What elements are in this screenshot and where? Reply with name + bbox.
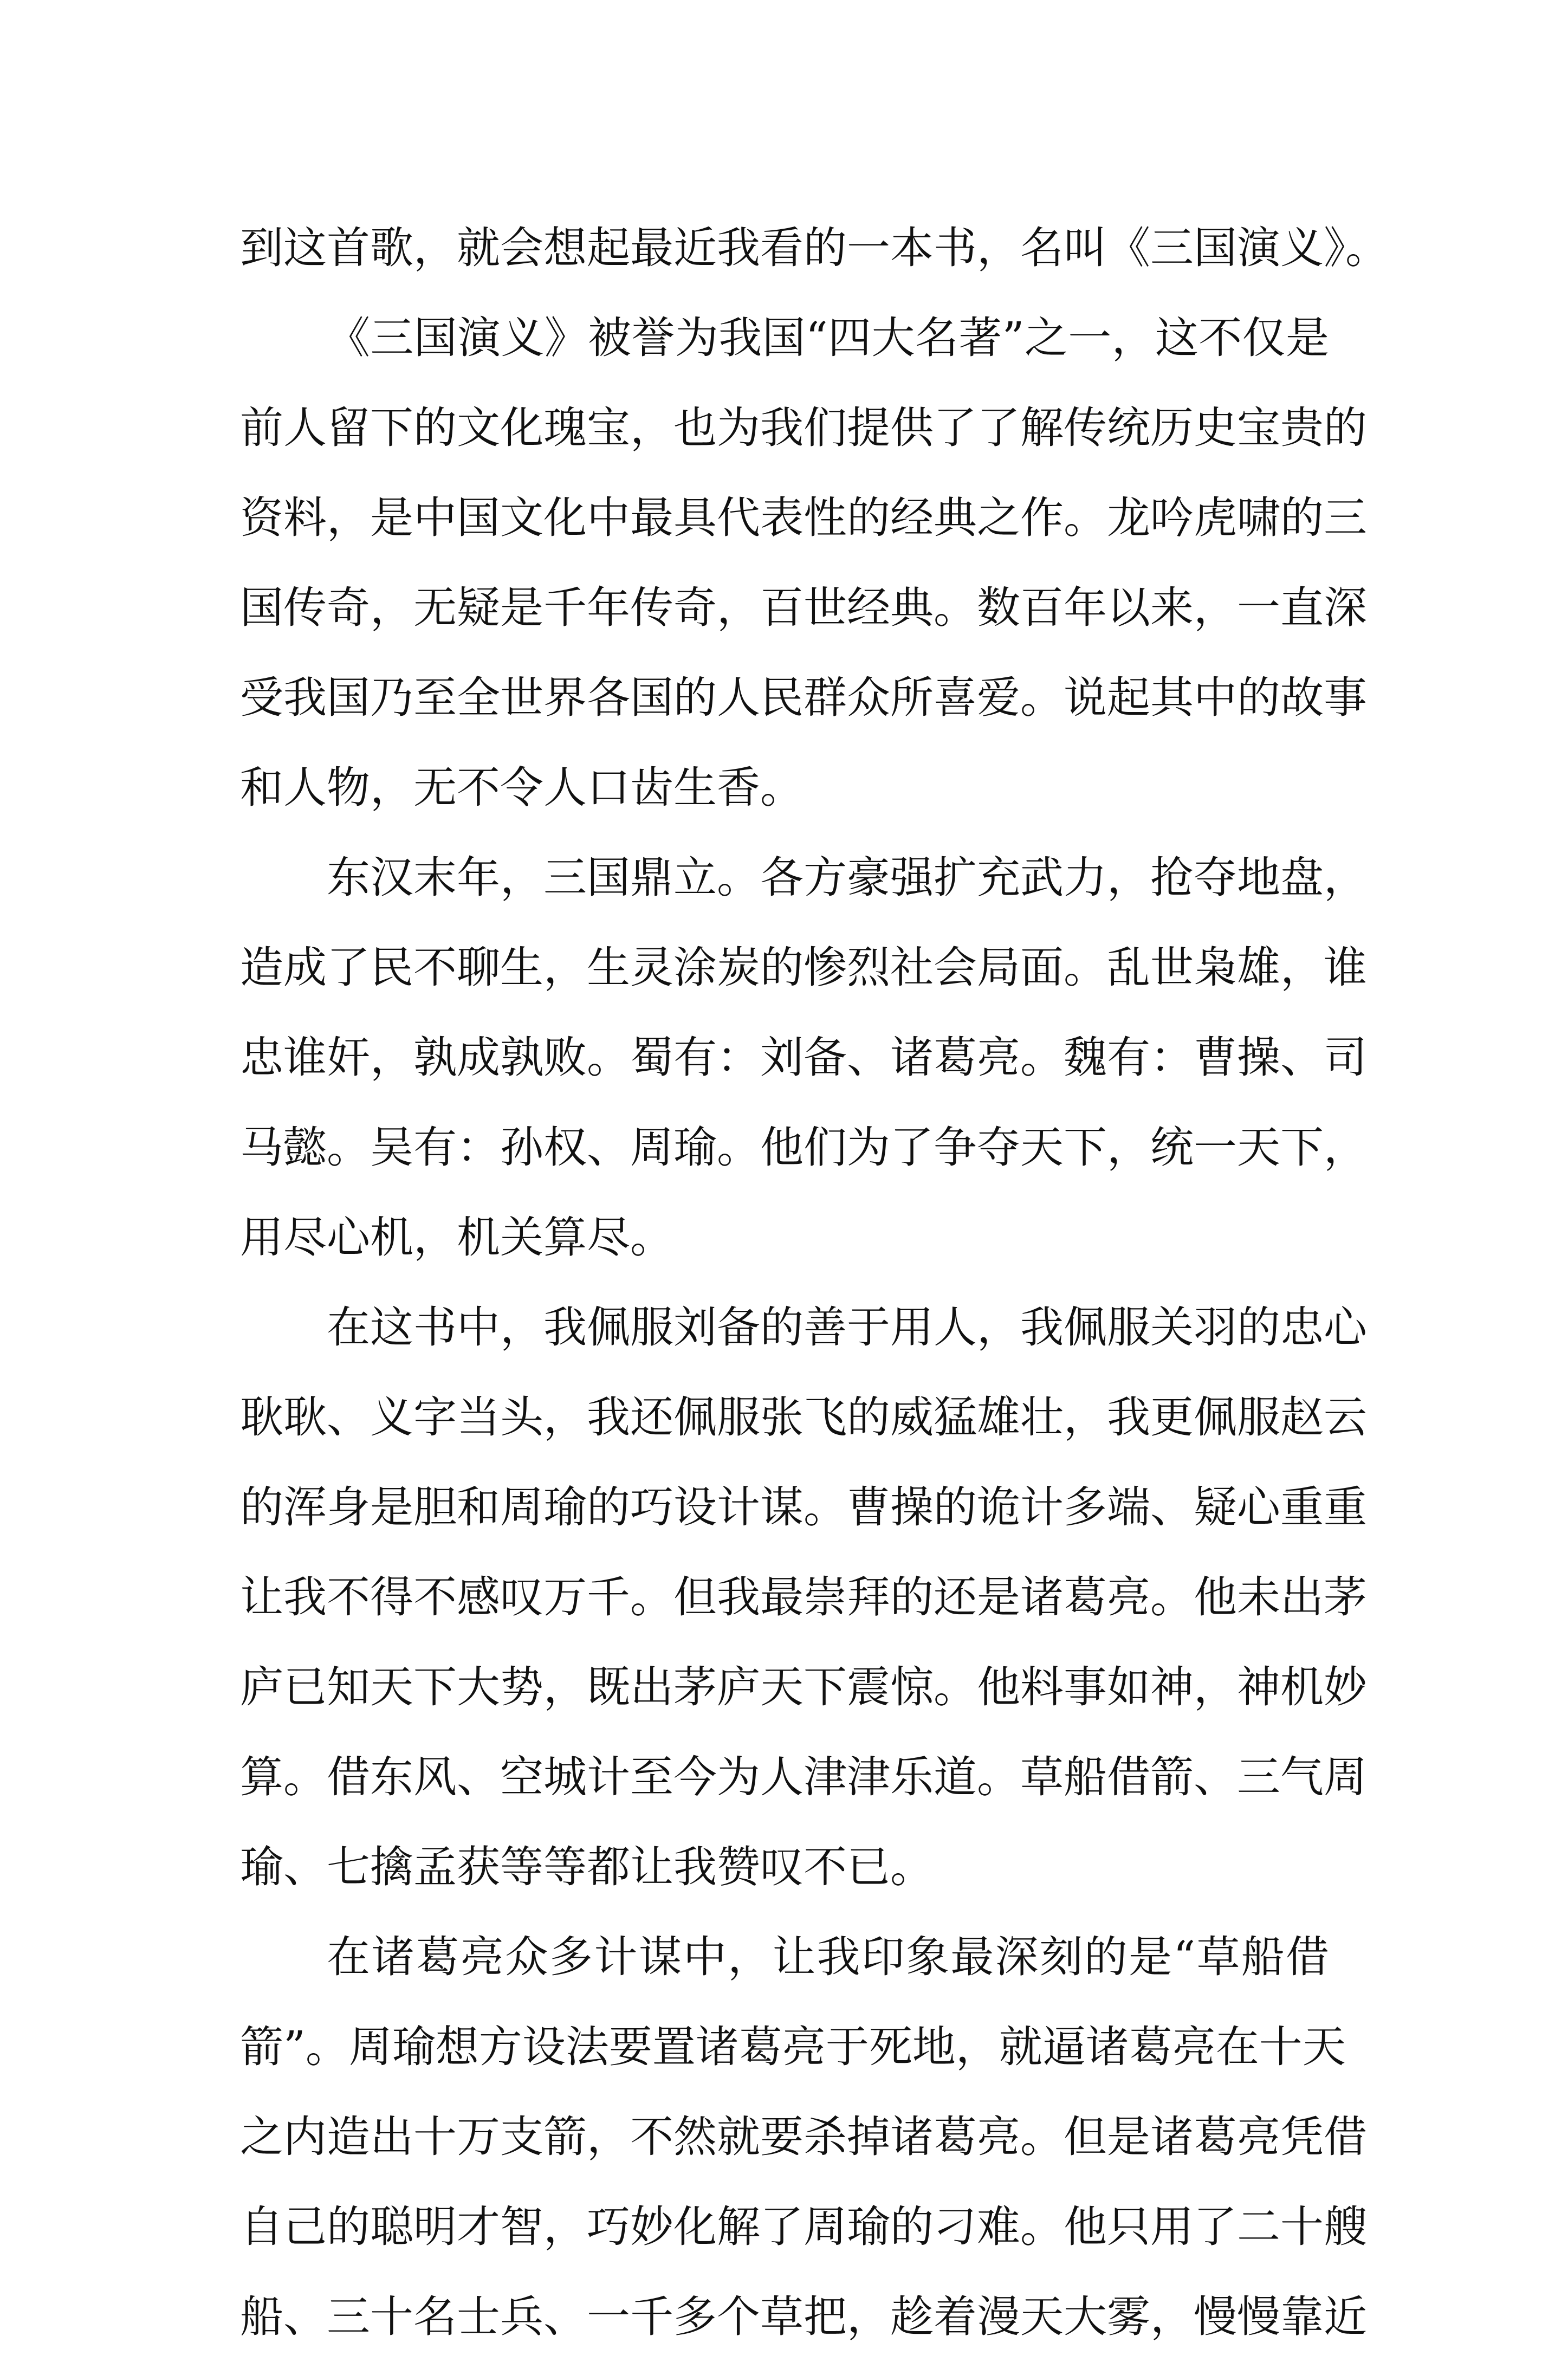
text-line: 到这首歌，就会想起最近我看的一本书，名叫《三国演义》。 <box>240 223 1389 273</box>
text-line: 资料，是中国文化中最具代表性的经典之作。龙吟虎啸的三 <box>240 493 1367 543</box>
text-line: 瑜、七擒孟获等等都让我赞叹不已。 <box>240 1842 934 1892</box>
text-line: 的浑身是胆和周瑜的巧设计谋。曹操的诡计多端、疑心重重 <box>240 1482 1367 1532</box>
text-line: 自己的聪明才智，巧妙化解了周瑜的刁难。他只用了二十艘 <box>240 2202 1367 2252</box>
document-body <box>240 203 1389 2362</box>
text-line: 之内造出十万支箭，不然就要杀掉诸葛亮。但是诸葛亮凭借 <box>240 2112 1367 2162</box>
text-line: 用尽心机，机关算尽。 <box>240 1212 673 1263</box>
text-line: 庐已知天下大势，既出茅庐天下震惊。他料事如神，神机妙 <box>240 1662 1367 1712</box>
text-line: 箭”。周瑜想方设法要置诸葛亮于死地，就逼诸葛亮在十天 <box>240 2022 1346 2072</box>
paragraph-first-line: 在这书中，我佩服刘备的善于用人，我佩服关羽的忠心 <box>327 1302 1367 1353</box>
text-line: 船、三十名士兵、一千多个草把，趁着漫天大雾，慢慢靠近 <box>240 2292 1367 2342</box>
text-line: 让我不得不感叹万千。但我最崇拜的还是诸葛亮。他未出茅 <box>240 1572 1367 1622</box>
text-line: 忠谁奸，孰成孰败。蜀有：刘备、诸葛亮。魏有：曹操、司 <box>240 1032 1367 1083</box>
text-line: 马懿。吴有：孙权、周瑜。他们为了争夺天下，统一天下， <box>240 1122 1367 1173</box>
paragraph-first-line: 《三国演义》被誉为我国“四大名著”之一，这不仅是 <box>327 313 1329 363</box>
paragraph-first-line: 在诸葛亮众多计谋中，让我印象最深刻的是“草船借 <box>327 1932 1329 1982</box>
text-line: 耿耿、义字当头，我还佩服张飞的威猛雄壮，我更佩服赵云 <box>240 1392 1367 1442</box>
text-line: 和人物，无不令人口齿生香。 <box>240 762 804 813</box>
text-line: 国传奇，无疑是千年传奇，百世经典。数百年以来，一直深 <box>240 583 1367 633</box>
text-line: 算。借东风、空城计至今为人津津乐道。草船借箭、三气周 <box>240 1752 1367 1802</box>
text-line: 受我国乃至全世界各国的人民群众所喜爱。说起其中的故事 <box>240 672 1367 723</box>
paragraph-first-line: 东汉末年，三国鼎立。各方豪强扩充武力，抢夺地盘， <box>327 852 1367 903</box>
text-line: 前人留下的文化瑰宝，也为我们提供了了解传统历史宝贵的 <box>240 403 1367 453</box>
text-line: 造成了民不聊生，生灵涂炭的惨烈社会局面。乱世枭雄，谁 <box>240 942 1367 993</box>
